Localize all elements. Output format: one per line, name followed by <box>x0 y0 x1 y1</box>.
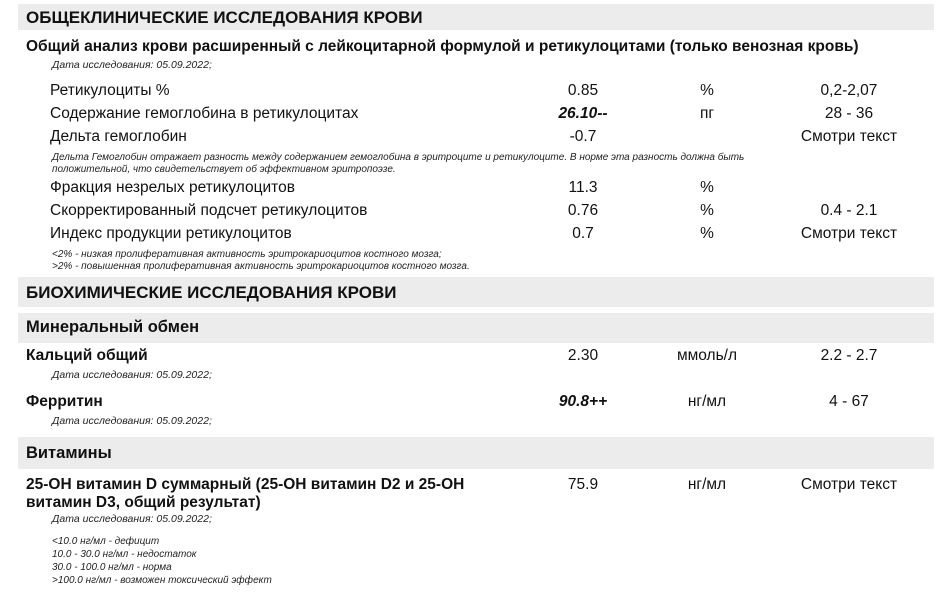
row-name-irf: Фракция незрелых ретикулоцитов <box>50 179 295 196</box>
subsection-title-vitamins: Витамины <box>26 444 112 462</box>
subsection-header-vitamins <box>18 437 934 469</box>
rpi-note-line2: >2% - повышенная пролиферативная активность эритрокариоцитов костного мозга. <box>52 261 470 272</box>
row-name-retic: Ретикулоциты % <box>50 82 170 99</box>
row-ref-retic-hgb: 28 - 36 <box>824 105 874 122</box>
row-unit-corr-retic: % <box>700 202 714 219</box>
row-unit-retic: % <box>700 82 714 99</box>
vitd-value: 75.9 <box>567 476 599 493</box>
row-name-rpi: Индекс продукции ретикулоцитов <box>50 225 292 242</box>
calcium-unit: ммоль/л <box>676 347 738 364</box>
row-unit-retic-hgb: пг <box>699 105 715 122</box>
section-title-hematology: ОБЩЕКЛИНИЧЕСКИЕ ИССЛЕДОВАНИЯ КРОВИ <box>26 8 423 27</box>
calcium-ref: 2.2 - 2.7 <box>820 347 878 364</box>
section-title-biochem: БИОХИМИЧЕСКИЕ ИССЛЕДОВАНИЯ КРОВИ <box>26 283 397 302</box>
vitd-unit: нг/мл <box>687 476 727 493</box>
row-ref-corr-retic: 0.4 - 2.1 <box>820 202 878 219</box>
vitd-note-deficit: <10.0 нг/мл - дефицит <box>52 536 160 547</box>
row-value-retic-hgb: 26.10-- <box>558 105 608 122</box>
vitd-ref: Смотри текст <box>800 476 898 493</box>
subsection-title-mineral: Минеральный обмен <box>26 318 200 336</box>
ferritin-date: Дата исследования: 05.09.2022; <box>52 415 212 427</box>
row-value-irf: 11.3 <box>568 179 598 196</box>
vitd-name-line1: 25-ОН витамин D суммарный (25-ОН витамин D2 и 25-ОН <box>26 476 465 493</box>
vitd-note-normal: 30.0 - 100.0 нг/мл - норма <box>52 562 172 573</box>
row-ref-delta-hgb: Смотри текст <box>800 128 898 145</box>
cbc-title: Общий анализ крови расширенный с лейкоцитарной формулой и ретикулоцитами (только венозная кровь) <box>26 38 859 55</box>
calcium-value: 2.30 <box>567 347 599 364</box>
row-name-delta-hgb: Дельта гемоглобин <box>50 128 187 145</box>
cbc-date: Дата исследования: 05.09.2022; <box>52 59 212 71</box>
row-name-retic-hgb: Содержание гемоглобина в ретикулоцитах <box>50 105 359 122</box>
row-value-corr-retic: 0.76 <box>567 202 599 219</box>
delta-note-line1: Дельта Гемоглобин отражает разность между содержанием гемоглобина в эритроците и ретикулоците. В норме эта разность должна быть <box>52 152 745 163</box>
vitd-name-line2: витамин D3, общий результат) <box>26 494 261 511</box>
ferritin-unit: нг/мл <box>687 393 727 410</box>
row-ref-retic: 0,2-2,07 <box>820 82 878 99</box>
delta-note-line2: положительной, что свидетельствует об эффективном эритропоэзе. <box>52 164 396 175</box>
row-ref-rpi: Смотри текст <box>800 225 898 242</box>
row-unit-irf: % <box>700 179 714 196</box>
vitd-note-insufficient: 10.0 - 30.0 нг/мл - недостаток <box>52 549 197 560</box>
ferritin-value: 90.8++ <box>558 393 608 410</box>
ferritin-ref: 4 - 67 <box>829 393 869 410</box>
row-name-corr-retic: Скорректированный подсчет ретикулоцитов <box>50 202 368 219</box>
row-value-retic: 0.85 <box>567 82 599 99</box>
ferritin-name: Ферритин <box>26 393 103 410</box>
vitd-note-toxic: >100.0 нг/мл - возможен токсический эффект <box>52 575 272 586</box>
calcium-date: Дата исследования: 05.09.2022; <box>52 369 212 381</box>
vitd-date: Дата исследования: 05.09.2022; <box>52 513 212 525</box>
calcium-name: Кальций общий <box>26 347 148 364</box>
rpi-note-line1: <2% - низкая пролиферативная активность эритрокариоцитов костного мозга; <box>52 249 442 260</box>
row-value-rpi: 0.7 <box>572 225 594 242</box>
row-unit-rpi: % <box>700 225 714 242</box>
row-value-delta-hgb: -0.7 <box>569 128 597 145</box>
